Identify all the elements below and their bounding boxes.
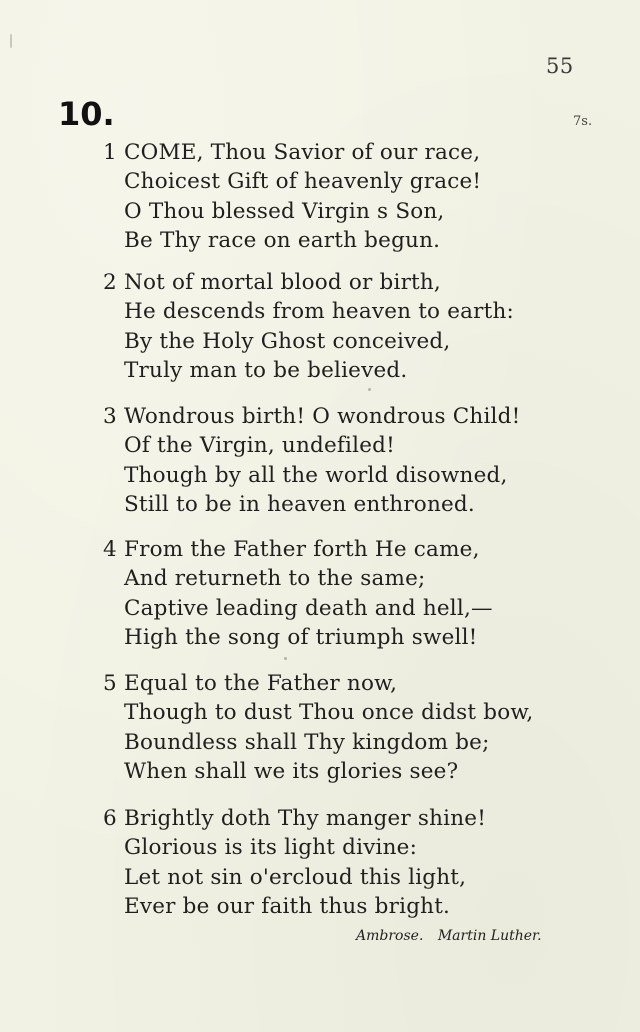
verse-line: Captive leading death and hell,— [124,595,493,621]
verse-line: Though to dust Thou once didst bow, [124,700,534,726]
stanza-number: 5 [103,671,117,696]
verse-line: Let not sin o'ercloud this light, [124,864,467,890]
stanza-number: 2 [103,270,117,295]
stanza-number: 4 [103,537,117,562]
verse-line: Not of mortal blood or birth, [124,270,441,295]
translator-credit: Martin Luther. [437,928,542,944]
stanza-number: 3 [103,404,117,429]
page-number: 55 [546,54,574,78]
verse-line: Ever be our faith thus bright. [124,893,451,919]
verse-line: Of the Virgin, undefiled! [124,433,395,459]
hymn-number: 10. [58,95,115,133]
verse-line: COME, Thou Savior of our race, [124,140,481,165]
stanza-number: 6 [103,806,117,831]
verse-line: And returneth to the same; [124,566,426,592]
verse-line: Though by all the world disowned, [124,462,508,488]
verse-line: Glorious is its light divine: [124,835,418,861]
meter-reference: 7s. [573,114,593,129]
paper-speck [368,388,371,391]
verse-line: Equal to the Father now, [124,671,398,696]
verse-line: When shall we its glories see? [124,758,459,784]
verse-line: Boundless shall Thy kingdom be; [124,729,490,755]
verse-line: He descends from heaven to earth: [124,299,514,325]
verse-line: Wondrous birth! O wondrous Child! [124,404,521,429]
author-credit: Ambrose. [356,928,424,944]
paper-speck [10,34,12,48]
verse-line: Truly man to be believed. [124,357,408,383]
stanza-number: 1 [103,140,117,165]
verse-line: Brightly doth Thy manger shine! [124,806,487,831]
paper-speck [284,657,287,660]
verse-line: Choicest Gift of heavenly grace! [124,169,482,195]
verse-line: O Thou blessed Virgin s Son, [124,198,445,224]
verse-line: Still to be in heaven enthroned. [124,491,475,517]
verse-line: High the song of triumph swell! [124,624,478,650]
verse-line: Be Thy race on earth begun. [124,227,441,253]
verse-line: By the Holy Ghost conceived, [124,328,451,354]
hymn-credits [356,928,552,944]
verse-line: From the Father forth He came, [124,537,480,562]
